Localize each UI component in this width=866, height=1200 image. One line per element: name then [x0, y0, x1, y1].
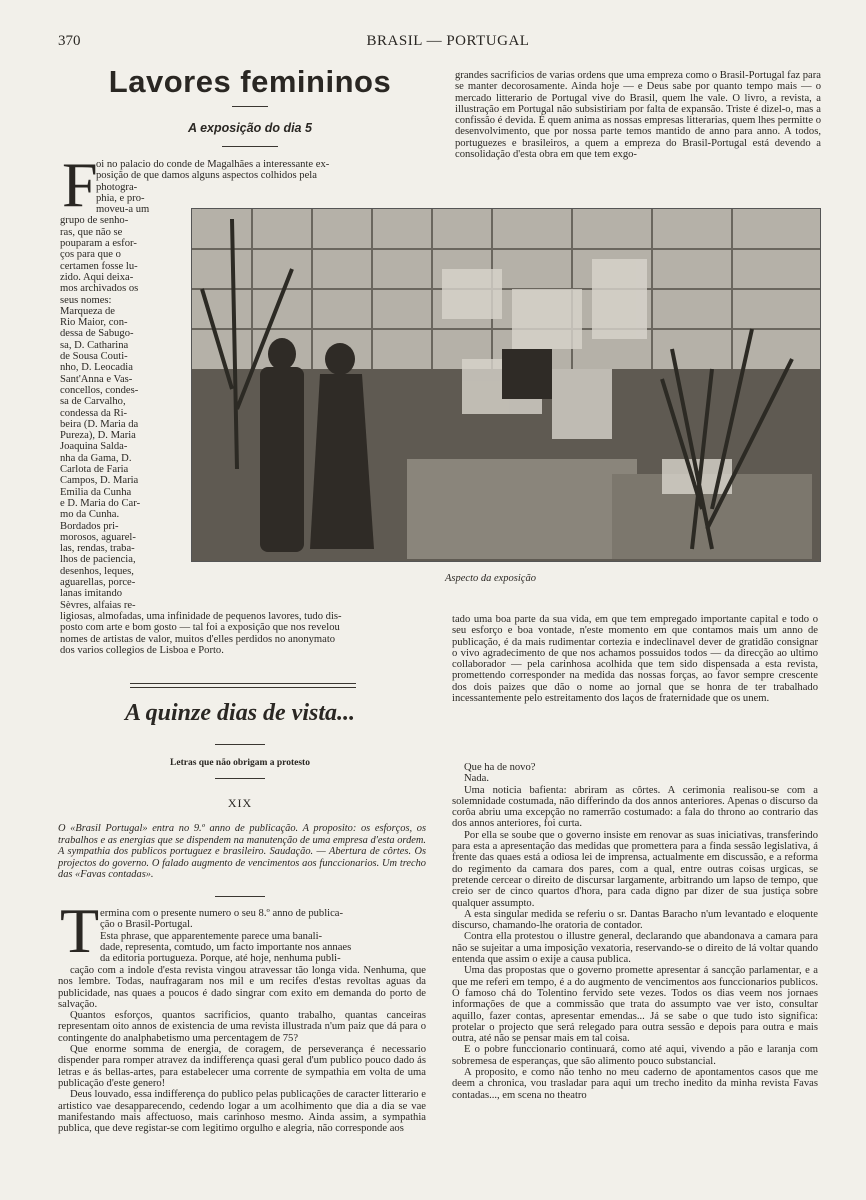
editorial-column-top [455, 70, 821, 160]
text-line: aguarellas, porce- [60, 576, 136, 588]
text-line: desenhos, leques, [60, 565, 134, 577]
section-separator [130, 683, 356, 684]
paragraph: Por ella se soube que o governo insiste em renovar as suas iniciativas, transferindo para esta a apresentação das medidas que promettera para a finda sessão legislativa, á frente das quaes está a odiosa lei de imprensa, actualmente em discussão, e a reforma do regimento da camara dos pares, com a qual, entre outras coisas urgicas, se pretende cercear o direito de discursar largamente, arbitrando um lapso de tempo, que creio ser de cinco quartos d'hora, para cada digno par dizer de sua justiça sobre qualquer assumpto. [452, 829, 818, 909]
text-line: mos archivados os [60, 283, 139, 295]
text-line: beira (D. Maria da [60, 418, 139, 430]
chronicle-subtitle: Letras que não obrigam a protesto [170, 758, 310, 768]
page-number: 370 [58, 33, 81, 49]
text-line: Rio Maior, con- [60, 317, 128, 329]
text-line: ços para que o [60, 249, 121, 261]
chronicle-lead [100, 908, 426, 964]
text-line: phia, e pro- [96, 192, 145, 204]
text-line: nha da Gama, D. [60, 452, 132, 464]
title-rule [232, 106, 268, 107]
text-line: morosos, aguarel- [60, 531, 136, 543]
text-line: moveu-a um [96, 204, 150, 216]
running-title: BRASIL — PORTUGAL [366, 33, 530, 49]
text-line: ermina com o presente numero o seu 8.º anno de publica- [100, 908, 344, 919]
text-line: Emilia da Cunha [60, 486, 132, 498]
text-line: concellos, condes- [60, 384, 139, 396]
text-line: Sant'Anna e Vas- [60, 373, 133, 385]
text-line: Carlota de Faria [60, 464, 129, 476]
text-line: Joaquina Salda- [60, 441, 128, 453]
drop-cap: F [62, 149, 98, 220]
paragraph: Que ha de novo? [464, 762, 536, 773]
text-line: pouparam a esfor- [60, 238, 137, 250]
text-line: ras, que não se [60, 226, 123, 238]
text-line: oi no palacio do conde de Magalhães a interessante ex- [96, 159, 330, 170]
text-line: nomes de artistas de valor, muitos d'elles perdidos no anonymato [60, 633, 336, 645]
editorial-continuation [452, 614, 818, 704]
text-line: lhos de paciencia, [60, 554, 136, 566]
running-header [58, 33, 838, 55]
paragraph: Quantos esforços, quantos sacrificios, quanto trabalho, quantas canceiras representam oito annos de existencia de uma revista illustrada n'um paiz que dá para o contingente do analphabetismo uma percentagem de 75? [58, 1010, 426, 1044]
text-line: dessa de Sabugo- [60, 328, 134, 340]
text-line: e D. Maria do Car- [60, 497, 141, 509]
text-line: sa, D. Catharina [60, 339, 129, 351]
paragraph: A proposito, e como não tenho no meu caderno de apontamentos casos que me deem a chronica, vou trasladar para aqui um trecho inedito da minha revista Favas contadas..., em scena no theatro [452, 1067, 818, 1101]
subtitle-rule [222, 146, 278, 147]
text-line: condessa da Ri- [60, 407, 128, 419]
text-line: seus nomes: [60, 294, 112, 306]
text-line: Pureza), D. Maria [60, 430, 136, 442]
paragraph: Uma noticia bafienta: abriram as côrtes. A cerimonia realisou-se com a solemnidade costumada, não differindo da dos annos anteriores. Apenas o discurso da corôa abriu uma excepção no ramerrão costumado: a fala do throno ao contrario das dos annos anteriores, foi curta. [452, 784, 818, 830]
paragraph: Deus louvado, essa indifferença do publico pelas publicações de caracter litterario e artistico vae desapparecendo, cedendo logar a um acolhimento que dia a dia se vae manifestando mais affectuoso, mais carinhoso mesmo. Ainda assim, a sympathia publica, que deve registar-se com legitimo orgulho e alegria, não corresponde aos [58, 1089, 426, 1135]
text-line: ção o Brasil-Portugal. [100, 919, 193, 931]
chronicle-drop-cap: T [60, 895, 100, 966]
text-line: las, rendas, traba- [60, 543, 135, 555]
paragraph: Que enorme somma de energia, de coragem, de perseverança é necessario dispender para romper atravez da indifferença quasi geral d'um publico pouco dado ás letras e ás bellas-artes, para estabelecer uma corrente de sympathia em volta de uma publicação d'este genero! [58, 1044, 426, 1089]
article-subtitle: A exposição do dia 5 [188, 121, 312, 135]
exhibition-photo [191, 208, 821, 562]
paragraph: E o pobre funccionario continuará, como até aqui, vivendo a pão e laranja com sobremesa de esperanças, que são alimento pouco substancial. [452, 1044, 818, 1067]
chronicle-right-column [452, 762, 818, 1101]
text-line: da editoria portugueza. Porque, até hoje, nenhuma publi- [100, 953, 341, 965]
text-line: posição de que damos alguns aspectos colhidos pela [96, 170, 317, 182]
text-line: Sèvres, alfaias re- [60, 599, 136, 611]
chronicle-subtitle-rule [215, 778, 265, 779]
text-line: sa de Carvalho, [60, 396, 126, 408]
text-line: dade, representa, comtudo, um facto importante nos annaes [100, 941, 352, 953]
summary-rule [215, 896, 265, 897]
text-line: Campos, D. Maria [60, 475, 139, 487]
paragraph: Contra ella protestou o illustre general, declarando que abandonava a camara para não se sujeitar a uma imposição vexatoria, reservando-se o direito de lá voltar quando entenda que assim o exije a causa publica. [452, 931, 818, 966]
chronicle-title: A quinze dias de vista... [124, 700, 356, 726]
text-line: de Sousa Couti- [60, 351, 128, 363]
text-line: posto com arte e bom gosto — tal foi a exposição que nos revelou [60, 622, 340, 634]
chronicle-left-column [58, 965, 426, 1134]
paragraph: Nada. [464, 773, 489, 785]
photo-caption: Aspecto da exposição [445, 573, 536, 584]
article1-closing [60, 611, 428, 656]
chronicle-title-rule [215, 744, 265, 745]
chronicle-summary: O «Brasil Portugal» entra no 9.º anno de publicação. A proposito: os esforços, os trabalhos e as energias que se dispendem na manutenção de uma empresa d'esta ordem. A sympathia dos publicos portuguez e brasileiro. Saudação. — Abertura de côrtes. Os projectos do governo. O falado augmento de vencimentos aos funccionarios. Um trecho das «Favas contadas». [58, 823, 426, 881]
text-line: Marqueza de [60, 305, 115, 317]
text-line: Bordados pri- [60, 520, 119, 532]
text-line: dos varios collegios de Lisboa e Porto. [60, 644, 224, 656]
section-separator-double [130, 687, 356, 688]
paragraph: cação com a indole d'esta revista vingou atravessar tão longa vida. Nenhuma, que nos lembre. Todas, naufragaram nos mil e um recifes d'estas revoltas aguas da publicidade, nas quaes a poucos é dado singrar com exito em demanda do porto de salvação. [58, 965, 426, 1010]
text-line: photogra- [96, 181, 138, 193]
text-line: nho, D. Leocadia [60, 362, 133, 374]
text-line: mo da Cunha. [60, 509, 120, 521]
paragraph: A esta singular medida se referiu o sr. Dantas Baracho n'um levantado e eloquente discurso, chamando-lhe oratoria de contador. [452, 908, 818, 932]
editorial-paragraph: grandes sacrificios de varias ordens que uma empreza como o Brasil-Portugal faz para se manter decorosamente. Ainda hoje — e Deus sabe por quanto tempo mais — o mercado litterario de Portugal vive do Brasil, quem lhe vale. O livro, a revista, a illustração em Portugal não subsistiriam por falta de expansão. Triste é dizel-o, mas a confissão é devida. É quem anima as nossas empresas litterarias, quem lhes permitte o desenvolvimento, que por nossa parte temos mantido de anno para anno. A todos, portuguezes e brasileiros, a quem a empreza do Brasil-Portugal está devendo a consolidação d'esta obra em que tem exgo- [455, 70, 821, 161]
text-line: certamen fosse lu- [60, 260, 138, 272]
exhibition-photo-image [192, 209, 820, 561]
continuation-paragraph: tado uma boa parte da sua vida, em que tem empregado importante capital e todo o seu esforço e boa vontade, n'este momento em que contamos mais um anno de publicação, é da mais rudimentar cortezia e indeclinavel dever de gratidão consignar o vivo agradecimento de que nos achamos possuidos todos — da direcção ao ultimo collaborador — pela carinhosa acolhida que tem sido dispensada a esta revista, promettendo corresponder na medida das nossas forças, ao favor sempre crescente dos dois paizes que dão o nome ao jornal que se honra de ter trabalhado incessantemente pelo estreitamento dos laços de fraternidade que os unem. [452, 614, 818, 705]
article-title: Lavores femininos [108, 64, 392, 99]
chronicle-number: XIX [227, 796, 253, 810]
text-line: zido. Aqui deixa- [60, 271, 134, 283]
text-line: Esta phrase, que apparentemente parece uma banali- [100, 930, 323, 942]
text-line: lanas imitando [60, 588, 123, 600]
text-line: grupo de senho- [60, 215, 129, 227]
text-line: ligiosas, almofadas, uma infinidade de pequenos lavores, tudo dis- [60, 611, 342, 622]
paragraph: Uma das propostas que o governo promette apresentar á sancção parlamentar, e a que me referi em tempo, é a do augmento de vencimentos aos funccionarios publicos. O famoso chá do Tolentino fervido sete vezes. Todos os dias veem nos jornaes informações de que a commissão que trata do assumpto vae ver isto, consultar aquillo, fazer contas, apresentar emendas... Já se sabe o que tudo isto significa: protelar o projecto que será relegado para outra sessão e depois para outra e mais outra, até não se pensar mais em tal coisa. [452, 965, 818, 1045]
